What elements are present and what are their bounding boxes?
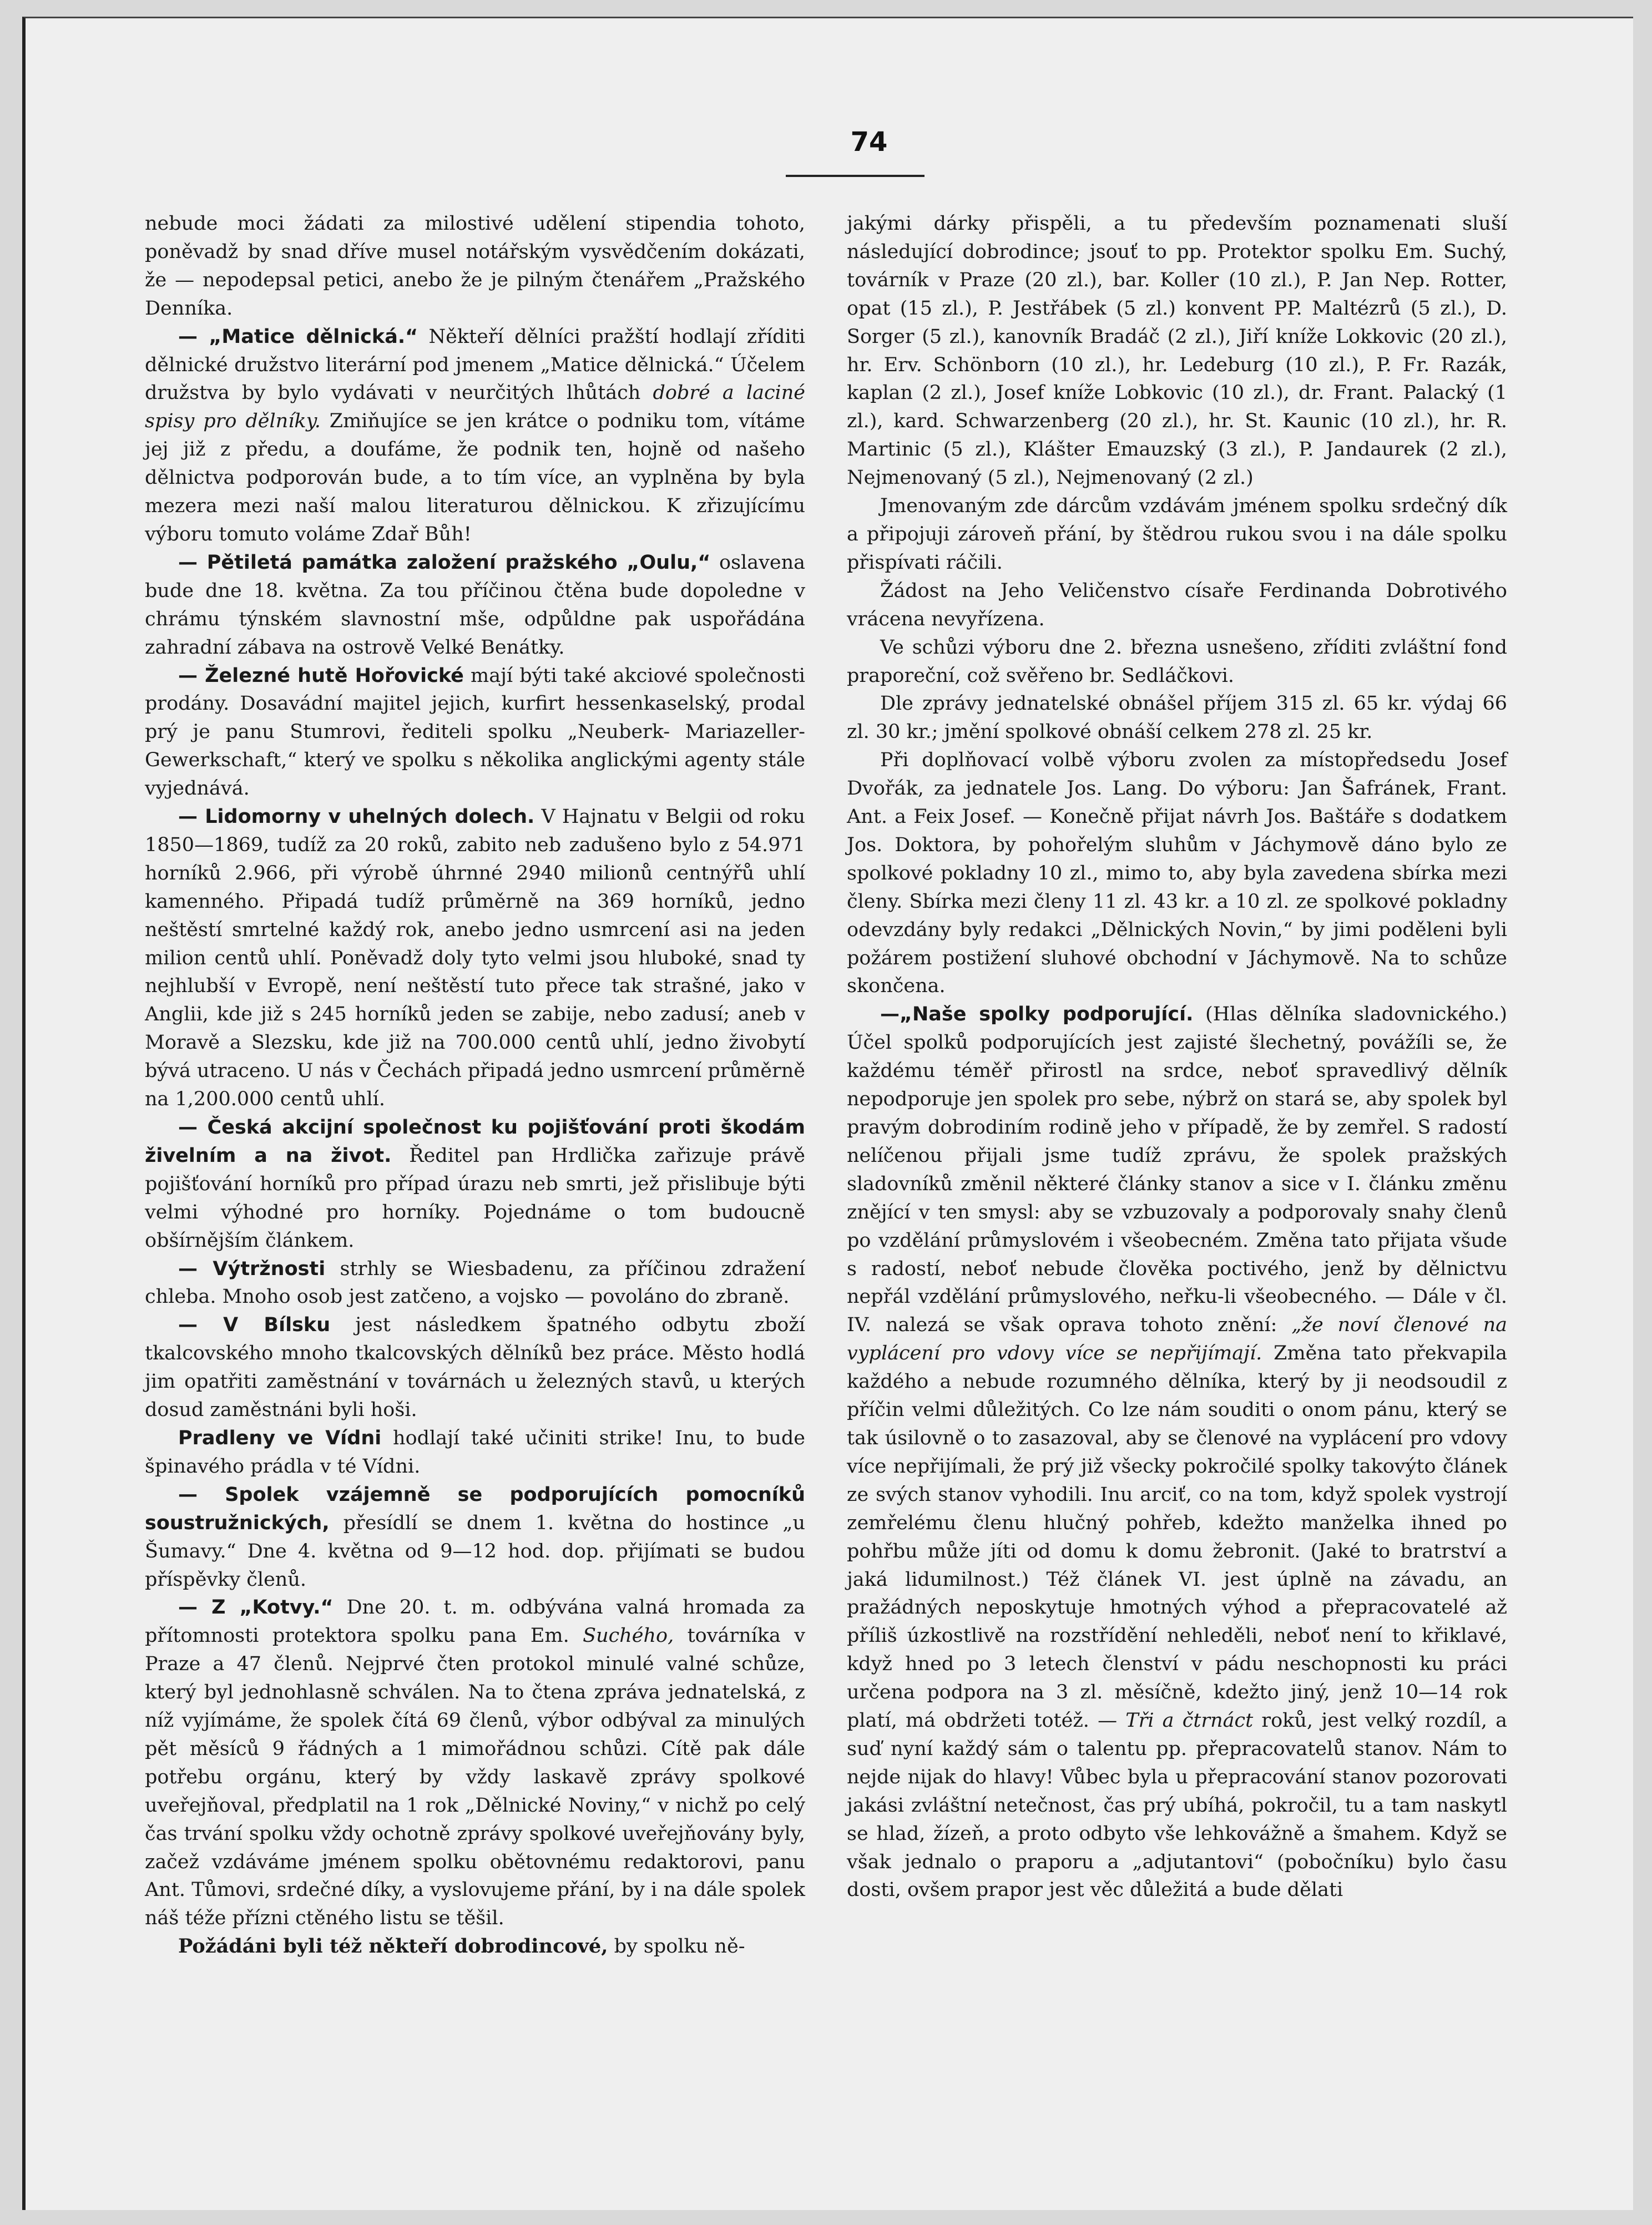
- article-heading: — Výtržnosti: [178, 1257, 326, 1280]
- header-rule: [786, 175, 924, 177]
- paragraph-text: nebude moci žádati za milostivé udělení stipendia tohoto, poněvadž by snad dříve musel notářským vysvědčením dokázati, že — nepodepsal petici, anebo že je pilným čtenářem „Pražského Denníka.: [145, 213, 805, 320]
- paragraph-text: strhly se Wiesbadenu, za příčinou zdražení chleba. Mnoho osob jest zatčeno, a vojsko — povoláno do zbraně.: [145, 1257, 805, 1308]
- petition-note: [847, 577, 1507, 634]
- paragraph-text: jakými dárky přispěli, a tu především poznamenati sluší následující dobrodince; jsouť to pp. Protektor spolku Em. Suchý, továrník v Praze (20 zl.), bar. Koller (10 zl.), P. Jan Nep. Rotter, opat (15 zl.), P. Jestřábek (5 zl.) konvent PP. Maltézrů (5 zl.), D. Sorger (5 zl.), kanovník Bradáč (2 zl.), Jiří kníže Lokkovic (20 zl.), hr. Erv. Schönborn (10 zl.), hr. Ledeburg (10 zl.), P. Fr. Razák, kaplan (2 zl.), Josef kníže Lobkovic (10 zl.), dr. Frant. Palacký (1 zl.), kard. Schwarzenberg (20 zl.), hr. St. Kaunic (10 zl.), hr. R. Martinic (5 zl.), Klášter Emauzský (3 zl.), P. Jandaurek (2 zl.), Nejmenovaný (5 zl.), Nejmenovaný (2 zl.): [847, 213, 1507, 489]
- article-spolky-podporujici: [847, 1000, 1507, 1904]
- paragraph-text: mají býti také akciové společnosti prodány. Dosavádní majitel jejich, kurfirt hessenkaselský, prodal prý je panu Stumrovi, řediteli spolku „Neuberk- Mariazeller-Gewerkschaft,“ který ve spolku s několika anglickými agenty stále vyjednává.: [145, 664, 805, 800]
- paragraph-text: Žádost na Jeho Veličenstvo císaře Ferdinanda Dobrotivého vrácena nevyřízena.: [847, 579, 1507, 630]
- article-matice-delnicka: [145, 323, 805, 549]
- article-spolek-soustruzniku: [145, 1481, 805, 1594]
- article-pojistovani: [145, 1114, 805, 1255]
- paragraph-text: Dne 20. t. m. odbývána valná hromada za přítomnosti protektora spolku pana Em.: [145, 1596, 805, 1647]
- article-oul: [145, 549, 805, 662]
- paragraph-text: jest následkem špatného odbytu zboží tkalcovského mnoho tkalcovských dělníků bez práce. Město hodlá jim opatřiti zaměstnání v továrnách u železných stavů, u kterých dosud zaměstnáni byli hoši.: [145, 1314, 805, 1422]
- paragraph-text: přesídlí se dnem 1. května do hostince „u Šumavy.“ Dne 4. května od 9—12 hod. dop. přijímati se budou příspěvky členů.: [145, 1511, 805, 1591]
- article-heading: — Česká akcijní společnost ku pojišťování proti škodám živelním a na život.: [145, 1116, 805, 1167]
- paragraph-text: Změna tato překvapila každého a nebude rozumného dělníka, který by ji neodsoudil z příčin velmi důležitých. Co lze nám souditi o onom pánu, který se tak úsilovně o to zasazoval, aby se členové na vyplácení pro vdovy více nepřijímali, že prý již všecky pokročilé spolky takovýto článek ze svých stanov vyhodili. Inu arciť, co na tom, když spolek vystrojí zemřelému členu hlučný pohřeb, kdežto manželka ihned po pohřbu může jíti od domu k domu žebronit. (Jaké to bratrství a jaká lidumilnost.) Též článek VI. jest úplně na závadu, an pražádných neposkytuje hmotných výhod a přepracovatelé až příliš úzkostlivě na rozstřídění nehleděli, neboť není to křiklavé, když hned po 3 letech členství v pádu neschopnosti ku práci určena podpora na 3 zl. měsíčně, kdežto jiný, jenž 10—14 rok platí, má obdržeti totéž. —: [847, 1342, 1507, 1732]
- paragraph-text: Dle zprávy jednatelské obnášel příjem 315 zl. 65 kr. výdaj 66 zl. 30 kr.; jmění spolkové obnáší celkem 278 zl. 25 kr.: [847, 692, 1507, 744]
- page-number: 74: [850, 127, 888, 158]
- paragraph-text: Jmenovaným zde dárcům vzdávám jménem spolku srdečný dík a připojuji zároveň přání, by štědrou rukou svou i na dále spolku přispívati ráčili.: [847, 495, 1507, 574]
- article-dobrodincove: [145, 1933, 805, 1961]
- article-zelezne-hute: [145, 662, 805, 803]
- paragraph-text: Ředitel pan Hrdlička zařizuje právě pojišťování horníků pro případ úrazu neb smrti, jež přislibuje býti velmi výhodné pro horníky. Pojednáme o tom budoucně obšírnějším článkem.: [145, 1144, 805, 1252]
- right-column: [847, 210, 1507, 1904]
- election-report: [847, 746, 1507, 1000]
- paragraph-text: Někteří dělníci pražští hodlají zříditi dělnické družstvo literární pod jmenem „Matice dělnická.“ Účelem družstva by bylo vydávati v neurčitých lhůtách: [145, 325, 805, 404]
- newspaper-page: [22, 17, 1633, 2210]
- paragraph-text: Při doplňovací volbě výboru zvolen za místopředsedu Josef Dvořák, za jednatele Jos. Lang. Do výboru: Jan Šafránek, Frant. Ant. a Feix Josef. — Konečně přijat návrh Jos. Baštáře s dodatkem Jos. Doktora, by pohořelým sluhům v Jáchymově dáno bylo ze spolkové pokladny 10 zl., mimo to, aby byla zavedena sbírka mezi členy. Sbírka mezi členy 11 zl. 43 kr. a 10 zl. ze spolkové pokladny odevzdány byly redakci „Dělnických Novin,“ by jimi poděleni byli požárem postižení sluhové obchodní v Jáchymově. Na to schůze skončena.: [847, 749, 1507, 998]
- paragraph-text: (Hlas dělníka sladovnického.) Účel spolků podporujících jest zajisté šlechetný, povážíli se, že každému téměř přirostl na srdce, neboť spravedlivý dělník nepodporuje jen spolek pro sebe, nýbrž on stará se, aby spolek byl pravým dobrodiním rodině jeho v případě, že by zemřel. S radostí nelíčenou přijali jsme tudíž zprávu, že spolek pražských sladovníků změnil některé články stanov a sice v I. článku změnu znějící v ten smysl: aby se vzbuzovaly a podporovaly snahy členů po vzdělání průmyslovém i všeobecném. Změna tato přijata všude s radostí, neboť nebude člověka poctivého, jenž by dělnictvu nepřál vzdělání průmyslového, neřku-li všeobecného. — Dále v čl. IV. nalezá se však oprava tohoto znění:: [847, 1003, 1507, 1337]
- paragraph-text: továrníka v Praze a 47 členů. Nejprvé čten protokol minulé valné schůze, který byl jednohlasně schválen. Na to čtena zpráva jednatelská, z níž vyjímáme, že spolek čítá 69 členů, výbor odbýval za minulých pět měsíců 9 řádných a 1 mimořádnou schůzi. Cítě pak dále potřebu orgánu, který by vždy laskavě zprávy spolkové uveřejňoval, předplatil na 1 rok „Dělnické Noviny,“ v nichž po celý čas trvání spolku vždy ochotně zprávy spolkové uveřejňovány byly, začež vzdáváme jménem spolku obětovnému redaktorovi, panu Ant. Tůmovi, srdečné díky, a vyslovujeme přání, by i na dále spolek náš téže přízni ctěného listu se těšil.: [145, 1625, 806, 1930]
- article-heading: — „Matice dělnická.“: [178, 325, 418, 348]
- paragraph-italic: „že noví členové na vyplácení pro vdovy více se nepřijímají.: [847, 1314, 1507, 1365]
- article-bilsko: [145, 1311, 805, 1424]
- paragraph-text: Zmiňujíce se jen krátce o podniku tom, vítáme jej již z předu, a doufáme, že podnik ten, hojně od našeho dělnictva podporován bude, a to tím více, an vyplněna by byla mezera mezi naší malou literaturou dělnickou. K zřizujícímu výboru tomuto voláme Zdař Bůh!: [145, 410, 805, 545]
- paragraph-text: Ve schůzi výboru dne 2. března usnešeno, zříditi zvláštní fond praporeční, což svěřeno br. Sedláčkovi.: [847, 636, 1507, 687]
- paragraph-text: V Hajnatu v Belgii od roku 1850—1869, tudíž za 20 roků, zabito neb zadušeno bylo z 54.971 horníků 2.966, při výrobě úhrnné 2940 milionů centnýřů uhlí kamenného. Připadá tudíž průměrně na 369 horníků, jedno neštěstí smrtelné každý rok, anebo jedno usmrcení asi na jeden milion centů uhlí. Poněvadž doly tyto velmi jsou hluboké, snad ty nejhlubší v Evropě, není neštěstí tuto přece tak strašné, jako v Anglii, kde již s 245 horníků jeden se zabije, nebo zadusí; aneb v Moravě a Slezsku, kde již na 700.000 centů uhlí, jedno živobytí bývá utraceno. U nás v Čechách připadá jedno usmrcení průměrně na 1,200.000 centů uhlí.: [145, 806, 805, 1111]
- article-heading: —„Naše spolky podporující.: [880, 1003, 1194, 1026]
- article-lidomorny: [145, 803, 805, 1114]
- article-heading: — Lidomorny v uhelných dolech.: [178, 806, 535, 828]
- paragraph-italic: Tři a čtrnáct: [1125, 1710, 1254, 1732]
- donor-thanks: [847, 492, 1507, 577]
- donor-list: [847, 210, 1507, 492]
- paragraph-italic: Suchého,: [583, 1625, 674, 1647]
- article-heading: — V Bílsku: [178, 1314, 331, 1337]
- article-heading: — Spolek vzájemně se podporujících pomocníků soustružnických,: [145, 1483, 805, 1534]
- treasurer-report: [847, 690, 1507, 746]
- article-heading: — Železné hutě Hořovické: [178, 664, 464, 687]
- article-vytrznosti: [145, 1255, 805, 1312]
- paragraph-text: by spolku ně-: [608, 1935, 745, 1958]
- article-heading: — Z „Kotvy.“: [178, 1596, 334, 1619]
- paragraph-text: hodlají také učiniti strike! Inu, to bude špinavého prádla v té Vídni.: [145, 1427, 805, 1478]
- left-column: [145, 210, 805, 1961]
- article-heading: — Pětiletá památka založení pražského „Oulu,“: [178, 551, 711, 574]
- paragraph-text: roků, jest velký rozdíl, a suď nyní každý sám o talentu pp. přepracovatelů stanov. Nám to nejde nijak do hlavy! Vůbec byla u přepracování stanov pozorovati jakási zvláštní netečnost, čas prý ubíhá, pokročil, tu a tam naskytl se hlad, žízeň, a proto odbyto vše lehkovážně a šmahem. Když se však jednalo o praporu a „adjutantovi“ (pobočníku) bylo času dosti, ovšem prapor jest věc důležitá a bude dělati: [847, 1710, 1507, 1902]
- article-pradleny: [145, 1424, 805, 1481]
- paragraph-italic: dobré a laciné spisy pro dělníky.: [145, 382, 805, 433]
- article-kotva: [145, 1594, 805, 1933]
- article-stipendium-end: [145, 210, 805, 323]
- article-heading: Požádáni byli též někteří dobrodincové,: [178, 1935, 608, 1958]
- article-heading: Pradleny ve Vídni: [178, 1427, 382, 1449]
- paragraph-text: oslavena bude dne 18. května. Za tou příčinou čtěna bude dopoledne v chrámu týnském slavnostní mše, odpůldne pak uspořádána zahradní zábava na ostrově Velké Benátky.: [145, 551, 805, 659]
- banner-fund-note: [847, 634, 1507, 690]
